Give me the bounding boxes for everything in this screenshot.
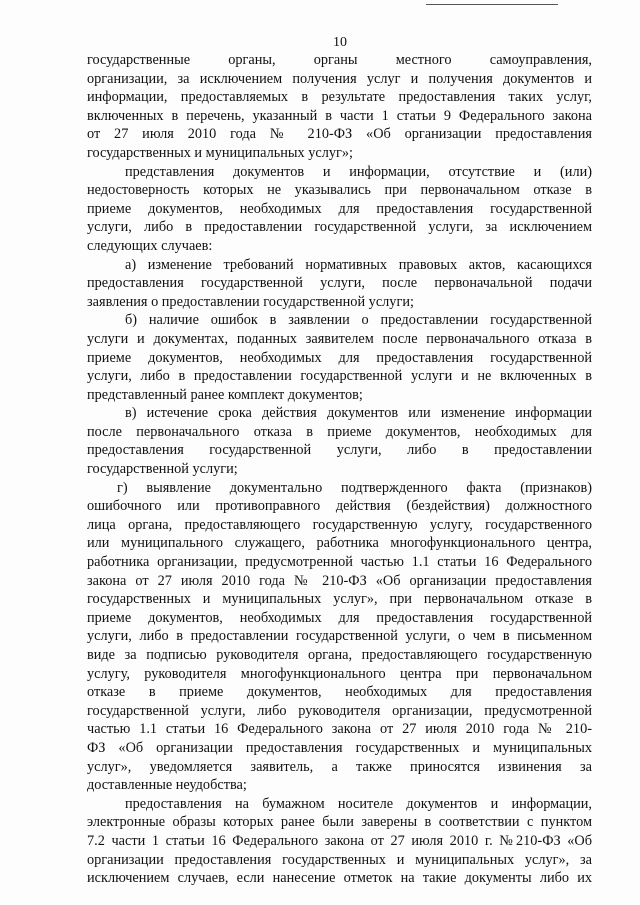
text-line: виде за подписью руководителя органа, предоставляющего государственную xyxy=(87,647,592,663)
text-line: приеме документов, необходимых для предоставления государственной xyxy=(87,200,592,217)
text-line: государственной услуги; xyxy=(87,461,238,478)
text-line: предоставления на бумажном носителе документов и информации, xyxy=(125,795,592,812)
text-line: лица органа, предоставляющего государственную услугу, государственного xyxy=(87,516,592,533)
text-line: государственных и муниципальных услуг», при первоначальном отказе в xyxy=(87,591,592,608)
text-line: ФЗ «Об организации предоставления государственных и муниципальных xyxy=(87,739,592,756)
text-line: закона от 27 июля 2010 года № 210-ФЗ «Об организации предоставления xyxy=(87,572,592,589)
text-line: государственные органы, органы местного самоуправления, xyxy=(87,52,592,68)
text-line: услуги, либо в предоставлении государственной услуги, о чем в письменном xyxy=(87,628,592,645)
text-line: государственной услуги, либо руководителя организации, предусмотренной xyxy=(87,702,592,719)
text-line: услуги, либо в предоставлении государственной услуги, за исключением xyxy=(87,219,592,236)
text-line: в) истечение срока действия документов или изменение информации xyxy=(125,405,592,422)
text-line: доставленные неудобства; xyxy=(87,777,247,794)
text-line: от 27 июля 2010 года № 210-ФЗ «Об организации предоставления xyxy=(87,126,592,143)
text-line: ошибочного или противоправного действия (бездействия) должностного xyxy=(87,498,592,515)
text-line: услуги, либо в предоставлении государственной услуги и не включенных в xyxy=(87,368,592,385)
text-line: государственных и муниципальных услуг»; xyxy=(87,144,353,161)
top-rule xyxy=(426,4,558,5)
text-line: 7.2 части 1 статьи 16 Федерального закона от 27 июля 2010 г. №210-ФЗ «Об xyxy=(87,832,592,849)
text-line: недостоверность которых не указывались при первоначальном отказе в xyxy=(87,182,592,199)
text-line: информации, предоставляемых в результате предоставления таких услуг, xyxy=(87,89,592,106)
text-line: г) выявление документально подтвержденного факта (признаков) xyxy=(117,479,592,496)
text-line: приеме документов, необходимых для предоставления государственной xyxy=(87,349,592,366)
text-line: заявления о предоставлении государственной услуги; xyxy=(87,293,414,310)
text-line: частью 1.1 статьи 16 Федерального закона от 27 июля 2010 года № 210- xyxy=(87,721,592,738)
text-line: представленный ранее комплект документов; xyxy=(87,386,363,403)
text-line: организации предоставления государственных и муниципальных услуг», за xyxy=(87,851,592,868)
text-line: отказе в приеме документов, необходимых для предоставления xyxy=(87,684,592,701)
text-line: услугу, руководителя многофункционального центра при первоначальном xyxy=(87,665,592,682)
document-body xyxy=(87,51,592,888)
text-line: следующих случаев: xyxy=(87,237,213,254)
text-line: б) наличие ошибок в заявлении о предоставлении государственной xyxy=(125,312,592,329)
text-line: работника организации, предусмотренной частью 1.1 статьи 16 Федерального xyxy=(87,554,592,571)
text-line: после первоначального отказа в приеме документов, необходимых для xyxy=(87,423,592,440)
text-line: или муниципального служащего, работника многофункционального центра, xyxy=(87,535,592,552)
text-line: а) изменение требований нормативных правовых актов, касающихся xyxy=(125,256,592,273)
text-line: организации, за исключением получения услуг и получения документов и xyxy=(87,70,592,87)
text-line: исключением случаев, если нанесение отметок на такие документы либо их xyxy=(87,870,592,887)
text-line: предоставления государственной услуги, либо в предоставлении xyxy=(87,442,592,459)
text-line: электронные образы которых ранее были заверены в соответствии с пунктом xyxy=(87,814,592,831)
page-number: 10 xyxy=(333,35,347,50)
text-line: услуги и документах, поданных заявителем после первоначального отказа в xyxy=(87,330,592,347)
text-line: представления документов и информации, отсутствие и (или) xyxy=(125,163,592,180)
text-line: приеме документов, необходимых для предоставления государственной xyxy=(87,609,592,626)
text-line: предоставления государственной услуги, после первоначальной подачи xyxy=(87,275,592,292)
text-line: услуг», уведомляется заявитель, а также приносятся извинения за xyxy=(87,758,592,775)
text-line: включенных в перечень, указанный в части 1 статьи 9 Федерального закона xyxy=(87,107,592,124)
